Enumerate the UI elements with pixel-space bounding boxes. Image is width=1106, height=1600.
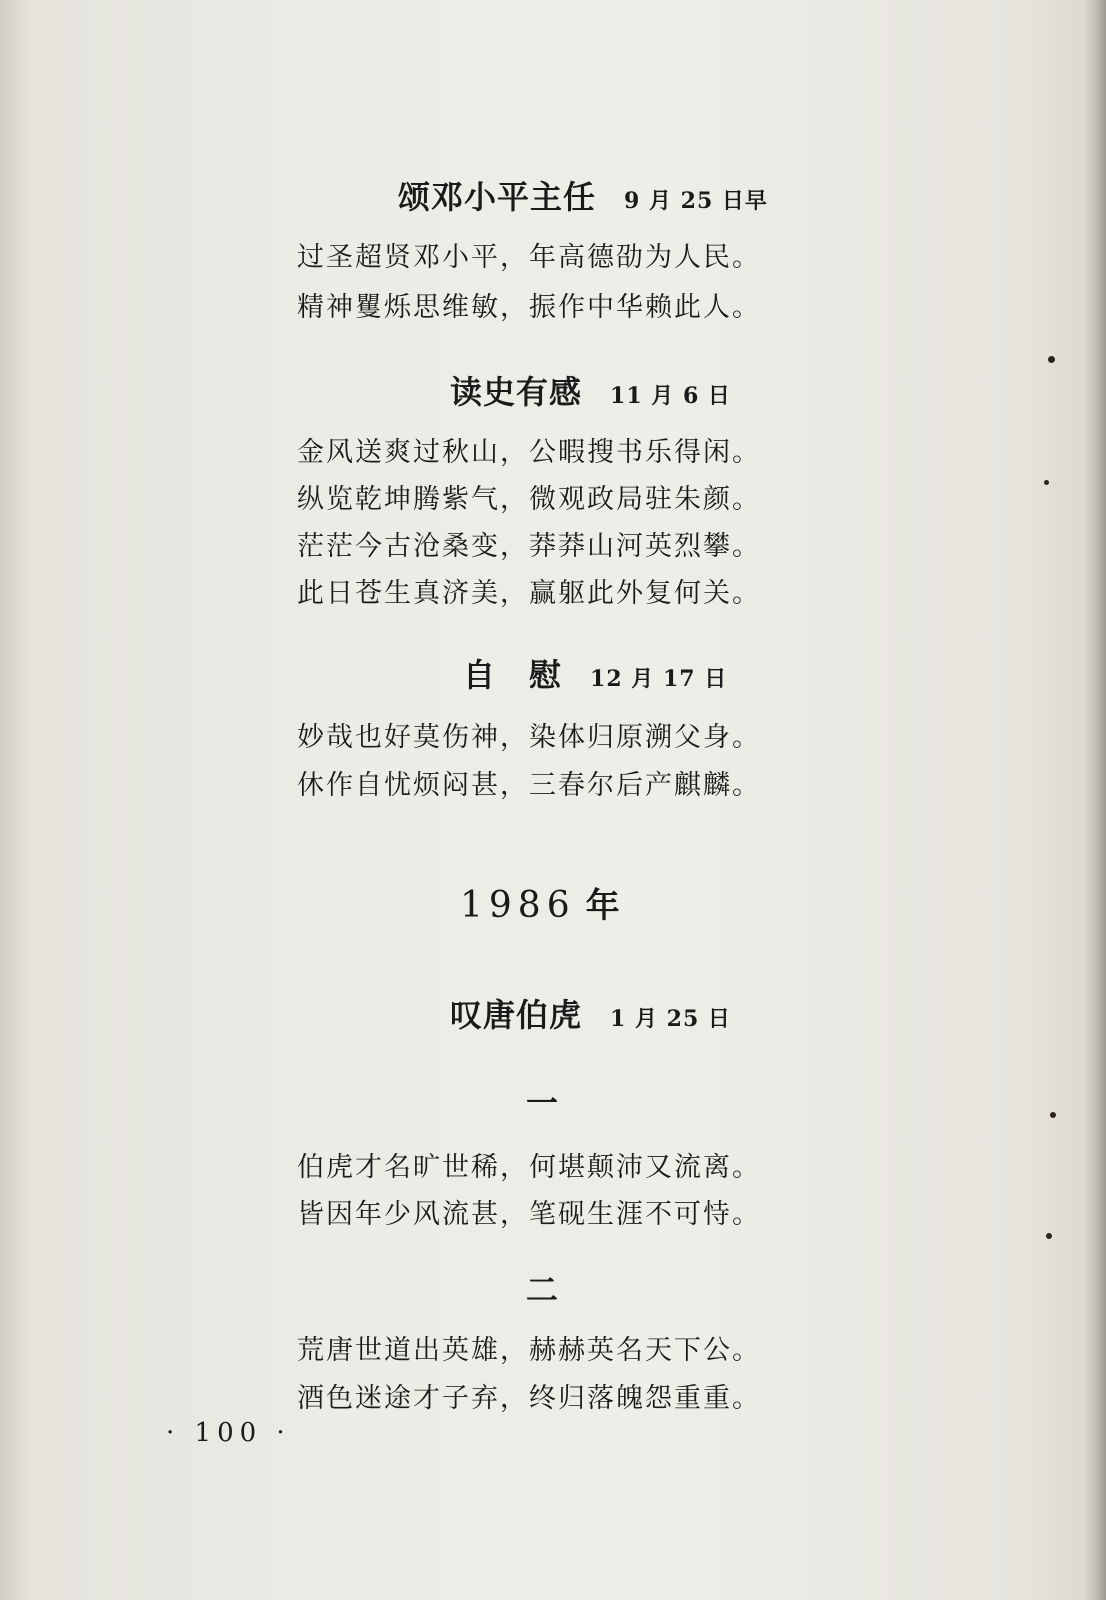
poem-line: 酒色迷途才子弃，终归落魄怨重重。	[297, 1383, 761, 1414]
poem-title-text: 自 慰	[463, 656, 563, 694]
page-left-shadow	[0, 0, 30, 1600]
poem-line: 休作自忧烦闷甚，三春尔后产麒麟。	[297, 770, 761, 801]
poem-line: 荒唐世道出英雄，赫赫英名天下公。	[297, 1335, 761, 1366]
poem-line: 纵览乾坤腾紫气，微观政局驻朱颜。	[297, 484, 761, 515]
poem-line: 妙哉也好莫伤神，染体归原溯父身。	[297, 722, 761, 753]
binding-hole	[1050, 1112, 1056, 1118]
poem-line: 伯虎才名旷世稀，何堪颠沛又流离。	[297, 1152, 761, 1183]
poem-date: 1 月 25 日	[610, 1006, 731, 1032]
poem-line: 此日苍生真济美，赢躯此外复何关。	[297, 578, 761, 609]
poem-title-text: 颂邓小平主任	[398, 178, 597, 216]
poem-title-text: 读史有感	[450, 373, 583, 411]
binding-hole	[1046, 1233, 1052, 1239]
year-unit: 年	[585, 886, 626, 926]
section-numeral: 二	[526, 1271, 559, 1309]
poem-line: 金风送爽过秋山，公暇搜书乐得闲。	[297, 437, 761, 468]
poem-title	[398, 172, 958, 218]
poem-date: 12 月 17 日	[590, 666, 728, 692]
poem-line: 精神矍烁思维敏，振作中华赖此人。	[297, 292, 761, 323]
poem-date: 9 月 25 日早	[624, 188, 768, 214]
poem-line: 皆因年少风流甚，笔砚生涯不可恃。	[297, 1199, 761, 1230]
poem-line: 茫茫今古沧桑变，莽莽山河英烈攀。	[297, 531, 761, 562]
poem-title	[450, 367, 1010, 413]
year-heading	[460, 878, 626, 927]
section-numeral: 一	[526, 1084, 559, 1122]
year-number: 1986	[460, 885, 576, 926]
binding-hole	[1048, 356, 1055, 363]
poem-title	[463, 650, 1023, 696]
page-right-edge	[1084, 0, 1106, 1600]
binding-hole	[1044, 480, 1049, 485]
page-number: · 100 ·	[166, 1418, 291, 1448]
poem-title-text: 叹唐伯虎	[450, 996, 583, 1034]
poem-title	[450, 990, 1010, 1036]
poem-line: 过圣超贤邓小平，年高德劭为人民。	[297, 242, 761, 273]
poem-date: 11 月 6 日	[610, 383, 731, 409]
